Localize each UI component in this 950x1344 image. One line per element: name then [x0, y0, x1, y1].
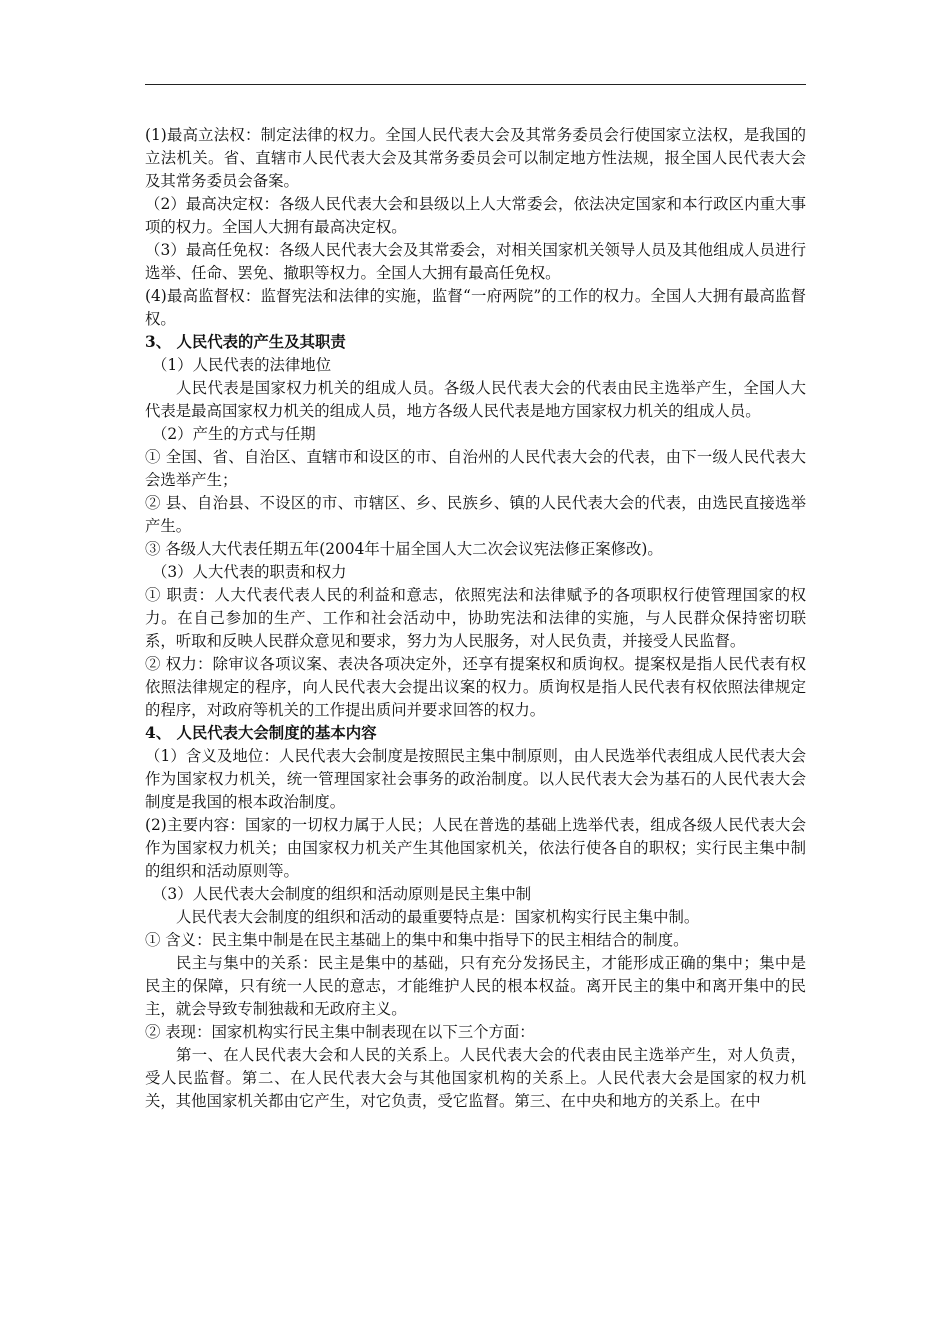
paragraph-supervision-power: (4)最高监督权：监督宪法和法律的实施，监督“一府两院”的工作的权力。全国人大拥有最高监督权。	[145, 287, 806, 328]
list-item-meaning: ① 含义：民主集中制是在民主基础上的集中和集中指导下的民主相结合的制度。	[145, 931, 689, 949]
list-item-direct-election: ② 县、自治县、不设区的市、市辖区、乡、民族乡、镇的人民代表大会的代表，由选民直接选举产生。	[145, 494, 806, 535]
paragraph-main-content: (2)主要内容：国家的一切权力属于人民；人民在普选的基础上选举代表，组成各级人民代表大会作为国家权力机关；由国家权力机关产生其他国家机关，依法行使各自的职权；实行民主集中制的组织和活动原则等。	[145, 816, 806, 880]
paragraph-legislative-power: (1)最高立法权：制定法律的权力。全国人民代表大会及其常务委员会行使国家立法权，是我国的立法机关。省、直辖市人民代表大会及其常务委员会可以制定地方性法规，报全国人民代表大会及其常务委员会备案。	[145, 126, 806, 190]
paragraph-democracy-centralism-relation: 民主与集中的关系：民主是集中的基础，只有充分发扬民主，才能形成正确的集中；集中是民主的保障，只有统一人民的意志，才能维护人民的根本权益。离开民主的集中和离开集中的民主，就会导致专制独裁和无政府主义。	[145, 954, 806, 1018]
list-item-term: ③ 各级人大代表任期五年(2004年十届全国人大二次会议宪法修正案修改)。	[145, 540, 663, 558]
paragraph-decision-power: （2）最高决定权：各级人民代表大会和县级以上人大常委会，依法决定国家和本行政区内重大事项的权力。全国人大拥有最高决定权。	[145, 195, 806, 236]
list-item-indirect-election: ① 全国、省、自治区、直辖市和设区的市、自治州的人民代表大会的代表，由下一级人民代表大会选举产生；	[145, 448, 806, 489]
paragraph-legal-status: 人民代表是国家权力机关的组成人员。各级人民代表大会的代表由民主选举产生，全国人大代表是最高国家权力机关的组成人员，地方各级人民代表是地方国家权力机关的组成人员。	[145, 379, 806, 420]
paragraph-meaning-status: （1）含义及地位：人民代表大会制度是按照民主集中制原则，由人民选举代表组成人民代表大会作为国家权力机关，统一管理国家社会事务的政治制度。以人民代表大会为基石的人民代表大会制度是我国的根本政治制度。	[145, 747, 806, 811]
subheading-legal-status: （1）人民代表的法律地位	[152, 356, 332, 374]
paragraph-key-feature: 人民代表大会制度的组织和活动的最重要特点是：国家机构实行民主集中制。	[176, 908, 700, 926]
subheading-democratic-centralism: （3）人民代表大会制度的组织和活动原则是民主集中制	[152, 885, 532, 903]
subheading-election-term: （2）产生的方式与任期	[152, 425, 316, 443]
list-item-duties: ① 职责：人大代表代表人民的利益和意志，依照宪法和法律赋予的各项职权行使管理国家的权力。在自己参加的生产、工作和社会活动中，协助宪法和法律的实施，与人民群众保持密切联系，听取和反映人民群众意见和要求，努力为人民服务，对人民负责，并接受人民监督。	[145, 586, 806, 650]
subheading-duties-powers: （3）人大代表的职责和权力	[152, 563, 347, 581]
paragraph-three-aspects: 第一、在人民代表大会和人民的关系上。人民代表大会的代表由民主选举产生，对人负责，受人民监督。第二、在人民代表大会与其他国家机构的关系上。人民代表大会是国家的权力机关，其他国家机关都由它产生，对它负责，受它监督。第三、在中央和地方的关系上。在中	[145, 1046, 806, 1110]
section-heading-3: 3、 人民代表的产生及其职责	[145, 333, 346, 351]
section-heading-4: 4、 人民代表大会制度的基本内容	[145, 724, 377, 742]
document-body	[145, 124, 806, 1113]
list-item-manifestation: ② 表现：国家机构实行民主集中制表现在以下三个方面：	[145, 1023, 535, 1041]
list-item-powers: ② 权力：除审议各项议案、表决各项决定外，还享有提案权和质询权。提案权是指人民代表有权依照法律规定的程序，向人民代表大会提出议案的权力。质询权是指人民代表有权依照法律规定的程序，对政府等机关的工作提出质问并要求回答的权力。	[145, 655, 806, 719]
paragraph-appointment-power: （3）最高任免权：各级人民代表大会及其常委会，对相关国家机关领导人员及其他组成人员进行选举、任命、罢免、撤职等权力。全国人大拥有最高任免权。	[145, 241, 806, 282]
header-rule	[145, 84, 806, 85]
